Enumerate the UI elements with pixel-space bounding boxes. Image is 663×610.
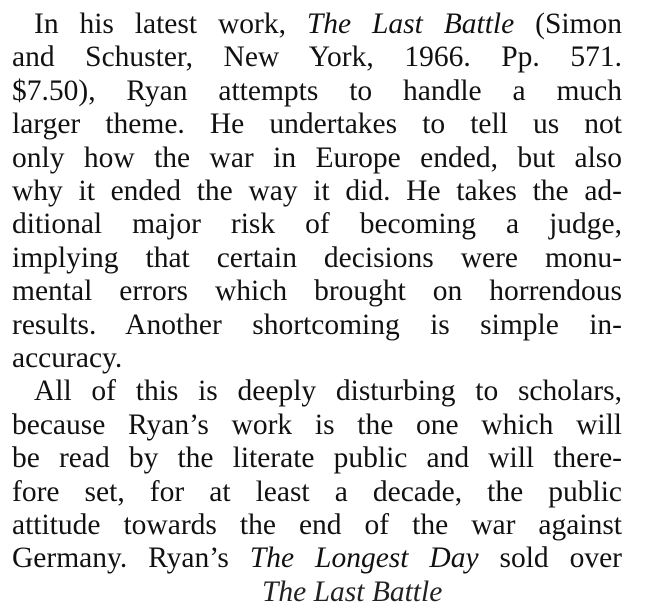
text-line: only how the war in Europe ended, but also bbox=[12, 141, 622, 174]
text-line: attitude towards the end of the war against bbox=[12, 509, 622, 541]
text-line: accuracy. bbox=[12, 342, 123, 374]
italic-title: The Last Battle bbox=[306, 8, 515, 40]
text-line: larger theme. He undertakes to tell us not bbox=[12, 108, 622, 141]
text-line: be read by the literate public and will there- bbox=[12, 442, 622, 475]
text-line: implying that certain decisions were monu- bbox=[12, 241, 622, 274]
text-line: results. Another shortcoming is simple in- bbox=[12, 308, 622, 341]
text-line: All of this is deeply disturbing to scholars, bbox=[34, 375, 622, 408]
italic-title: The Last Battle bbox=[262, 575, 443, 608]
text-line: and Schuster, New York, 1966. Pp. 571. bbox=[12, 41, 622, 74]
text-line: why it ended the way it did. He takes the ad- bbox=[12, 175, 622, 207]
text-line: Germany. Ryan’s The Longest Day sold over bbox=[12, 542, 622, 575]
text-line: because Ryan’s work is the one which will bbox=[12, 408, 622, 441]
document-page bbox=[12, 0, 622, 610]
text-line: fore set, for at least a decade, the public bbox=[12, 475, 622, 508]
text-line: $7.50), Ryan attempts to handle a much bbox=[12, 74, 622, 107]
text-line: mental errors which brought on horrendous bbox=[12, 275, 622, 308]
italic-title: The Longest Day bbox=[249, 542, 479, 575]
text-line: ditional major risk of becoming a judge, bbox=[12, 208, 622, 241]
text-line: In his latest work, The Last Battle (Simon bbox=[34, 8, 622, 40]
clipped-text-line bbox=[262, 574, 622, 610]
